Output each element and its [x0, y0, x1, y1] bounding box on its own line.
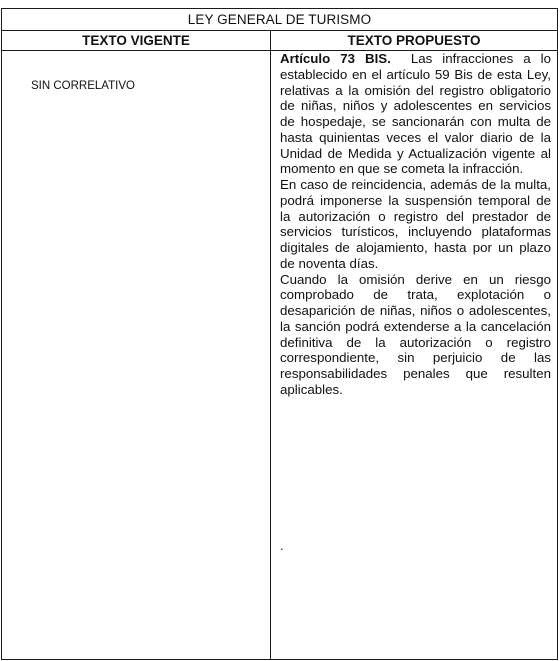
trailing-mark: . — [280, 538, 284, 553]
article-label: Artículo 73 BIS. — [280, 51, 391, 66]
table-title: LEY GENERAL DE TURISMO — [2, 9, 557, 31]
comparison-table — [1, 8, 558, 660]
paragraph-1-text: Las infracciones a lo establecido en el artículo 59 Bis de esta Ley, relativas a la omisión del registro obligatorio de niñas, niños y adolescentes en servicios de hospedaje, se sancionarán con multa de hasta quinientas veces el valor diario de la Unidad de Medida y Actualización vigente al momento en que se cometa la infracción. — [280, 51, 551, 177]
current-text-cell — [2, 51, 271, 660]
current-text: SIN CORRELATIVO — [31, 80, 135, 92]
proposed-paragraph-1 — [280, 51, 551, 177]
proposed-paragraph-3: Cuando la omisión derive en un riesgo comprobado de trata, explotación o desaparición de niñas, niños o adolescentes, la sanción podrá extenderse a la cancelación definitiva de la autorización o registro correspondiente, sin perjuicio de las responsabilidades penales que resulten aplicables. — [280, 271, 551, 397]
proposed-paragraph-2: En caso de reincidencia, además de la multa, podrá imponerse la suspensión temporal de la autorización o registro del prestador de servicios turísticos, incluyendo plataformas digitales de alojamiento, hasta por un plazo de noventa días. — [280, 177, 551, 271]
header-row — [2, 31, 557, 51]
header-proposed-text: TEXTO PROPUESTO — [347, 33, 481, 48]
header-current-text: TEXTO VIGENTE — [2, 31, 271, 50]
content-row — [2, 51, 557, 660]
proposed-text-cell — [271, 51, 557, 660]
